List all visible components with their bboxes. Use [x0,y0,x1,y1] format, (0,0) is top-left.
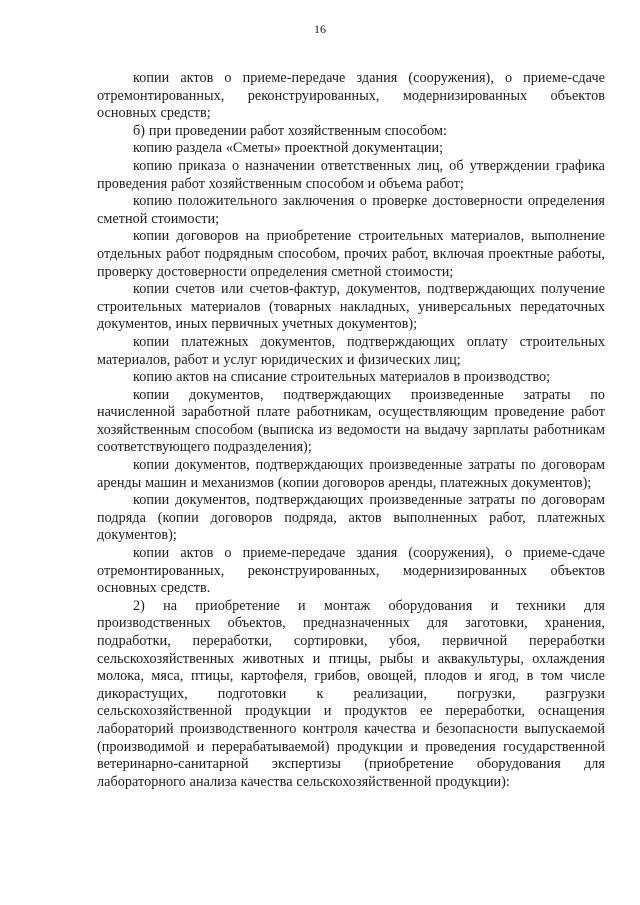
page-number: 16 [314,22,326,36]
paragraph: копии документов, подтверждающих произведенные затраты по договорам подряда (копии договоров подряда, актов выполненных работ, платежных документов); [97,492,605,544]
paragraph: копии счетов или счетов-фактур, документов, подтверждающих получение строительных материалов (товарных накладных, универсальных передаточных документов, иных первичных учетных документов); [97,281,605,333]
paragraph: копии договоров на приобретение строительных материалов, выполнение отдельных работ подрядным способом, прочих работ, включая проектные работы, проверку достоверности определения сметной стоимости; [97,228,605,280]
paragraph: 2) на приобретение и монтаж оборудования и техники для производственных объектов, предназначенных для заготовки, хранения, подработки, переработки, сортировки, убоя, первичной переработки сельскохозяйственных животных и птицы, рыбы и аквакультуры, охлаждения молока, мяса, птицы, картофеля, грибов, овощей, плодов и ягод, в том числе дикорастущих, подготовки к реализации, погрузки, разгрузки сельскохозяйственной продукции и продуктов ее переработки, оснащения лабораторий производственного контроля качества и безопасности выпускаемой (производимой и перерабатываемой) продукции и проведения государственной ветеринарно-санитарной экспертизы (приобретение оборудования для лабораторного анализа качества сельскохозяйственной продукции): [97,597,605,790]
paragraph: копии документов, подтверждающих произведенные затраты по договорам аренды машин и механизмов (копии договоров аренды, платежных документов); [97,457,605,491]
paragraph: копии актов о приеме-передаче здания (сооружения), о приеме-сдаче отремонтированных, реконструированных, модернизированных объектов основных средств; [97,70,605,122]
paragraph: копию раздела «Сметы» проектной документации; [133,140,444,157]
paragraph: копию актов на списание строительных материалов в производство; [133,369,551,386]
paragraph: копию положительного заключения о проверке достоверности определения сметной стоимости; [97,193,605,227]
document-body [97,70,605,791]
paragraph: копии актов о приеме-передаче здания (сооружения), о приеме-сдаче отремонтированных, реконструированных, модернизированных объектов основных средств. [97,545,605,597]
paragraph: копии платежных документов, подтверждающих оплату строительных материалов, работ и услуг юридических и физических лиц; [97,333,605,368]
paragraph: б) при проведении работ хозяйственным способом: [133,122,447,139]
paragraph: копию приказа о назначении ответственных лиц, об утверждении графика проведения работ хозяйственным способом и объема работ; [97,157,605,192]
paragraph: копии документов, подтверждающих произведенные затраты по начисленной заработной плате работникам, осуществляющим проведение работ хозяйственным способом (выписка из ведомости на выдачу зарплаты работникам соответствующего подразделения); [97,386,605,456]
